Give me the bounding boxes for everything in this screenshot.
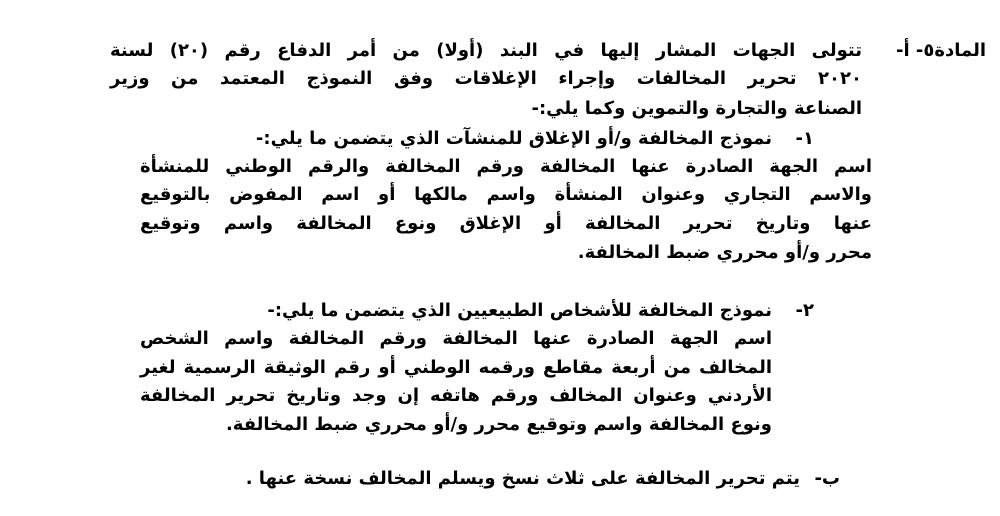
item2-line-2: المخالف من أربعة مقاطع ورقمه الوطني أو رقم الوثيقة الرسمية لغير	[140, 357, 772, 378]
item2-label: ٢-	[795, 300, 814, 321]
item1-line-1: اسم الجهة الصادرة عنها المخالفة ورقم المخالفة والرقم الوطني للمنشأة	[140, 156, 872, 177]
article-text-line-3: الصناعة والتجارة والتموين وكما يلي:-	[531, 98, 862, 119]
item2-line-1: اسم الجهة الصادرة عنها المخالفة ورقم المخالفة واسم الشخص	[140, 328, 772, 349]
item2-title: نموذج المخالفة للأشخاص الطبيعيين الذي يتضمن ما يلي:-	[267, 300, 772, 321]
item2-line-3: الأردني وعنوان المخالف ورقم هاتفه إن وجد وتاريخ تحرير المخالفة	[140, 385, 772, 406]
article-label: المادة٥- أ-	[895, 40, 986, 61]
clause-b-label: ب-	[814, 468, 840, 489]
item1-line-4: محرر و/أو محرري ضبط المخالفة.	[577, 242, 872, 263]
item1-line-2: والاسم التجاري وعنوان المنشأة واسم مالكها أو اسم المفوض بالتوقيع	[140, 184, 872, 205]
item1-title: نموذج المخالفة و/أو الإغلاق للمنشآت الذي يتضمن ما يلي:-	[255, 128, 772, 149]
item1-line-3: عنها وتاريخ تحرير المخالفة أو الإغلاق ونوع المخالفة واسم وتوقيع	[140, 213, 872, 234]
article-text-line-1: تتولى الجهات المشار إليها في البند (أولا) من أمر الدفاع رقم (٢٠) لسنة	[110, 40, 862, 61]
item1-label: ١-	[795, 128, 814, 149]
clause-b-text: يتم تحرير المخالفة على ثلاث نسخ ويسلم المخالف نسخة عنها .	[245, 468, 800, 489]
article-text-line-2: ٢٠٢٠ تحرير المخالفات وإجراء الإغلاقات وفق النموذج المعتمد من وزير	[110, 68, 862, 89]
item2-line-4: ونوع المخالفة واسم وتوقيع محرر و/أو محرري ضبط المخالفة.	[225, 414, 772, 435]
